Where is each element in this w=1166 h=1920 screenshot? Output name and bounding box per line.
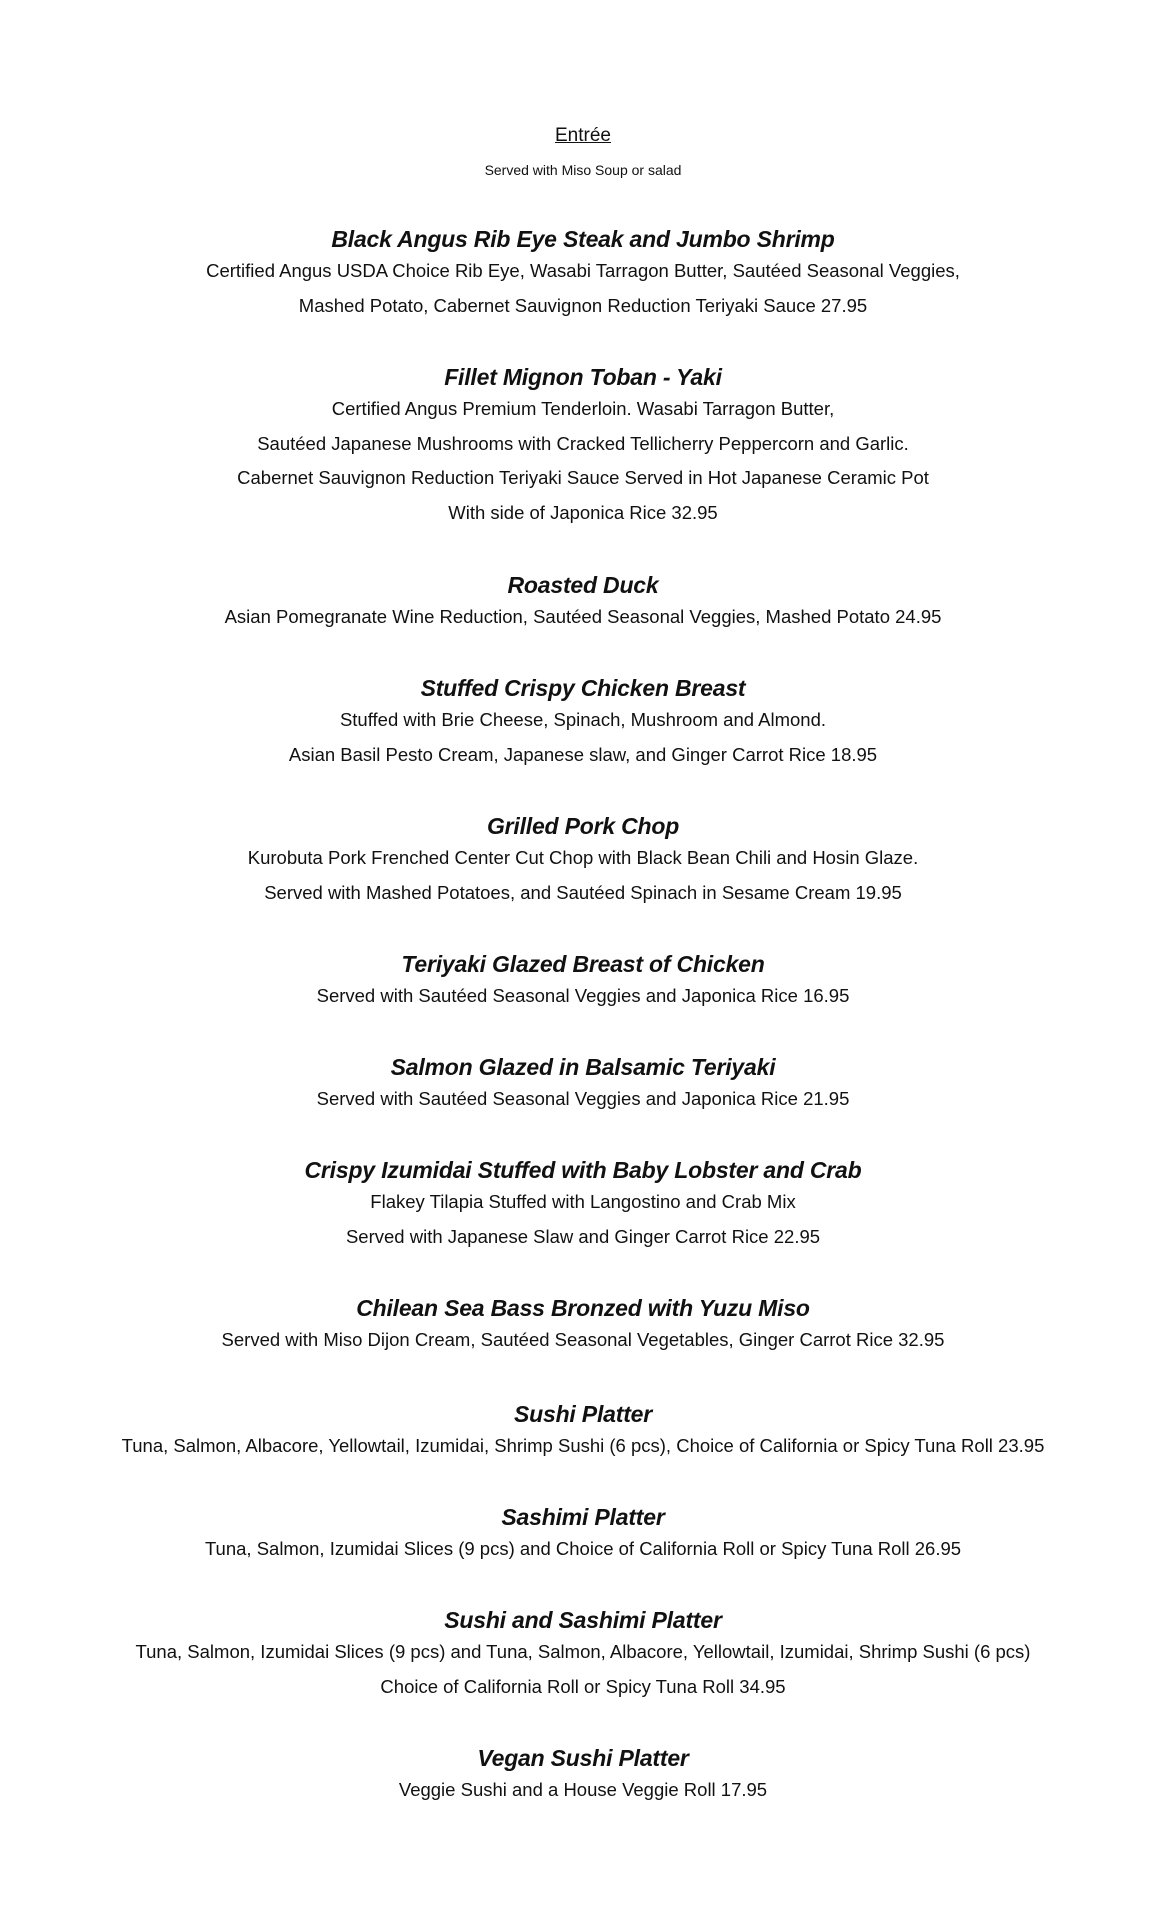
item-name: Salmon Glazed in Balsamic Teriyaki <box>390 1054 776 1080</box>
item-name: Vegan Sushi Platter <box>477 1745 689 1771</box>
item-description-line: Tuna, Salmon, Albacore, Yellowtail, Izumidai, Shrimp Sushi (6 pcs), Choice of California or Spicy Tuna Roll 23.95 <box>121 1435 1045 1456</box>
menu-item-fillet-mignon <box>0 362 1166 530</box>
item-description-line: Sautéed Japanese Mushrooms with Cracked Tellicherry Peppercorn and Garlic. <box>257 432 909 454</box>
item-description-line: Mashed Potato, Cabernet Sauvignon Reduction Teriyaki Sauce 27.95 <box>298 294 868 316</box>
item-description-line: Kurobuta Pork Frenched Center Cut Chop with Black Bean Chili and Hosin Glaze. <box>247 847 919 868</box>
menu-subheading: Served with Miso Soup or salad <box>484 162 682 178</box>
item-description-line: Choice of California Roll or Spicy Tuna Roll 34.95 <box>380 1675 786 1697</box>
item-name: Sushi Platter <box>514 1401 652 1427</box>
menu-item-sea-bass <box>0 1293 1166 1358</box>
item-description-line: Served with Sautéed Seasonal Veggies and Japonica Rice 16.95 <box>316 985 850 1006</box>
item-description-line: Flakey Tilapia Stuffed with Langostino and Crab Mix <box>370 1191 796 1212</box>
item-name: Roasted Duck <box>507 572 659 598</box>
item-description-line: Served with Mashed Potatoes, and Sautéed Spinach in Sesame Cream 19.95 <box>264 881 902 903</box>
menu-item-rib-eye <box>0 224 1166 323</box>
item-name: Chilean Sea Bass Bronzed with Yuzu Miso <box>356 1295 810 1321</box>
menu-item-sushi-platter <box>0 1399 1166 1464</box>
menu-item-teriyaki-chicken <box>0 949 1166 1014</box>
menu-item-stuffed-chicken <box>0 673 1166 772</box>
item-description-line: Certified Angus Premium Tenderloin. Wasabi Tarragon Butter, <box>331 398 835 419</box>
menu-item-salmon <box>0 1052 1166 1117</box>
item-description-line: Cabernet Sauvignon Reduction Teriyaki Sauce Served in Hot Japanese Ceramic Pot <box>237 467 929 488</box>
item-name: Teriyaki Glazed Breast of Chicken <box>401 951 765 977</box>
item-description-line: Veggie Sushi and a House Veggie Roll 17.95 <box>398 1779 768 1800</box>
item-name: Black Angus Rib Eye Steak and Jumbo Shrimp <box>331 226 835 252</box>
menu-heading: Entrée <box>555 125 611 146</box>
menu-item-sushi-sashimi-platter <box>0 1605 1166 1704</box>
menu-item-roasted-duck <box>0 570 1166 635</box>
item-description-line: Tuna, Salmon, Izumidai Slices (9 pcs) and Tuna, Salmon, Albacore, Yellowtail, Izumidai, Shrimp Sushi (6 pcs) <box>135 1641 1031 1662</box>
item-description-line: Stuffed with Brie Cheese, Spinach, Mushroom and Almond. <box>339 709 827 730</box>
item-description-line: With side of Japonica Rice 32.95 <box>448 501 718 523</box>
menu-item-vegan-sushi <box>0 1743 1166 1808</box>
item-name: Stuffed Crispy Chicken Breast <box>420 675 746 701</box>
item-description-line: Served with Miso Dijon Cream, Sautéed Seasonal Vegetables, Ginger Carrot Rice 32.95 <box>221 1329 945 1350</box>
item-name: Sushi and Sashimi Platter <box>444 1607 722 1633</box>
item-name: Grilled Pork Chop <box>486 813 680 839</box>
item-description-line: Asian Pomegranate Wine Reduction, Sautéed Seasonal Veggies, Mashed Potato 24.95 <box>224 606 942 627</box>
menu-item-izumidai <box>0 1155 1166 1254</box>
item-description-line: Certified Angus USDA Choice Rib Eye, Wasabi Tarragon Butter, Sautéed Seasonal Veggies, <box>206 260 960 281</box>
item-name: Sashimi Platter <box>501 1504 665 1530</box>
item-name: Crispy Izumidai Stuffed with Baby Lobster and Crab <box>304 1157 862 1183</box>
item-description-line: Tuna, Salmon, Izumidai Slices (9 pcs) and Choice of California Roll or Spicy Tuna Roll 26.95 <box>204 1538 962 1559</box>
item-description-line: Served with Japanese Slaw and Ginger Carrot Rice 22.95 <box>345 1225 821 1247</box>
item-name: Fillet Mignon Toban - Yaki <box>444 364 722 390</box>
item-description-line: Asian Basil Pesto Cream, Japanese slaw, and Ginger Carrot Rice 18.95 <box>288 743 878 765</box>
menu-item-sashimi-platter <box>0 1502 1166 1567</box>
menu-item-pork-chop <box>0 811 1166 910</box>
item-description-line: Served with Sautéed Seasonal Veggies and Japonica Rice 21.95 <box>316 1088 850 1109</box>
